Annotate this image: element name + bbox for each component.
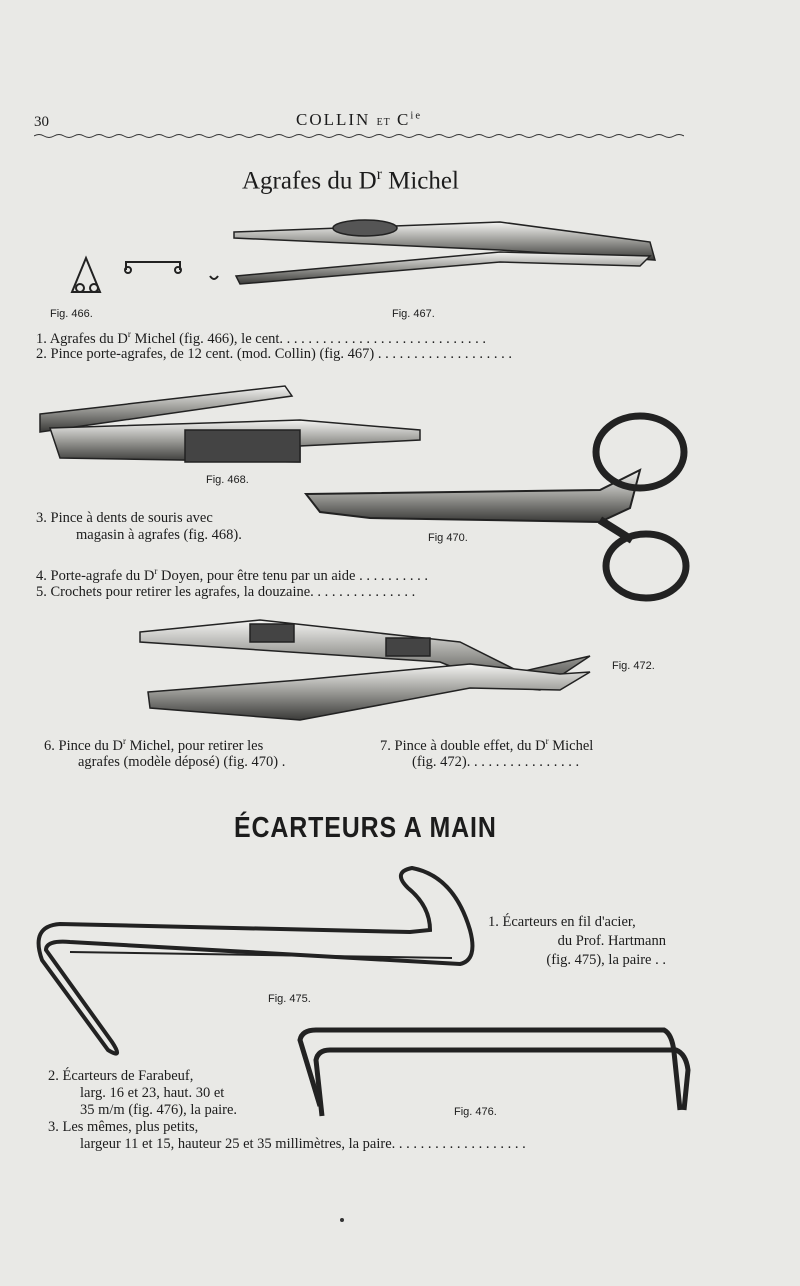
- ecarteur-2-line3: 35 m/m (fig. 476), la paire.: [80, 1102, 238, 1118]
- item-6-sup: r: [122, 736, 126, 746]
- publisher-name: COLLIN: [296, 110, 371, 129]
- item-2-pince: 2. Pince porte-agrafes, de 12 cent. (mod. Collin) (fig. 467) . . . . . . . . . . . . . . . . . . .: [36, 346, 512, 362]
- caption-fig475: Fig. 475.: [268, 993, 311, 1005]
- double-action-forceps-icon: [140, 620, 590, 720]
- item-6-line1: [44, 736, 263, 755]
- item-1-agrafes: [36, 329, 486, 348]
- caption-fig466: Fig. 466.: [50, 308, 93, 320]
- caption-fig476: Fig. 476.: [454, 1106, 497, 1118]
- ecarteur-1-line2: du Prof. Hartmann: [557, 933, 666, 949]
- clip-icon: [72, 258, 218, 292]
- item-3-line1: 3. Pince à dents de souris avec: [36, 510, 213, 526]
- publisher-company-sup: ie: [410, 110, 422, 122]
- ecarteur-3-line1: 3. Les mêmes, plus petits,: [48, 1119, 199, 1135]
- item-7-line1: [380, 736, 593, 755]
- ecarteur-1-line1: 1. Écarteurs en fil d'acier,: [488, 914, 636, 930]
- tooth-forceps-icon: [40, 386, 420, 462]
- ecarteur-2-line1: 2. Écarteurs de Farabeuf,: [48, 1068, 194, 1084]
- item-7-line2: (fig. 472). . . . . . . . . . . . . . . .: [412, 754, 580, 770]
- ink-dot: [340, 1218, 344, 1222]
- publisher-et: ET: [376, 117, 391, 128]
- wire-retractor-icon: [39, 868, 473, 1054]
- item-1-sup: r: [127, 329, 131, 339]
- title-end: Michel: [381, 167, 459, 195]
- caption-fig472: Fig. 472.: [612, 660, 655, 672]
- caption-fig467: Fig. 467.: [392, 308, 435, 320]
- item-4-porte-agrafe: [36, 566, 428, 585]
- caption-fig470: Fig 470.: [428, 532, 468, 544]
- publisher-company: C: [397, 110, 411, 129]
- item-7-rest: Michel: [548, 737, 594, 754]
- item-3-line2: magasin à agrafes (fig. 468).: [76, 527, 242, 543]
- ecarteur-3-line2: largeur 11 et 15, hauteur 25 et 35 millimètres, la paire. . . . . . . . . . . . . . . . . . .: [80, 1136, 526, 1152]
- forceps-icon: [234, 220, 655, 284]
- item-6-text: 6. Pince du D: [44, 737, 123, 754]
- section-title-ecarteurs: ÉCARTEURS A MAIN: [234, 812, 497, 844]
- title-text: Agrafes du D: [242, 167, 377, 195]
- item-4-text: 4. Porte-agrafe du D: [36, 567, 155, 584]
- item-4-rest: Doyen, pour être tenu par un aide . . . . . . . . . .: [157, 567, 428, 584]
- ecarteur-2-line2: larg. 16 et 23, haut. 30 et: [80, 1085, 225, 1101]
- item-4-sup: r: [154, 566, 158, 576]
- item-1-text: 1. Agrafes du D: [36, 330, 128, 347]
- page-number: 30: [34, 114, 49, 130]
- ecarteur-1-line3: (fig. 475), la paire . .: [546, 952, 666, 968]
- item-6-rest: Michel, pour retirer les: [125, 737, 264, 754]
- title-sup: r: [376, 166, 382, 183]
- caption-fig468: Fig. 468.: [206, 474, 249, 486]
- item-6-line2: agrafes (modèle déposé) (fig. 470) .: [78, 754, 286, 770]
- item-5-crochets: 5. Crochets pour retirer les agrafes, la douzaine. . . . . . . . . . . . . . .: [36, 584, 416, 600]
- item-7-sup: r: [545, 736, 549, 746]
- item-7-text: 7. Pince à double effet, du D: [380, 737, 546, 754]
- item-1-rest: Michel (fig. 466), le cent. . . . . . . . . . . . . . . . . . . . . . . . . . . . .: [130, 330, 487, 347]
- farabeuf-retractor-icon: [300, 1030, 688, 1116]
